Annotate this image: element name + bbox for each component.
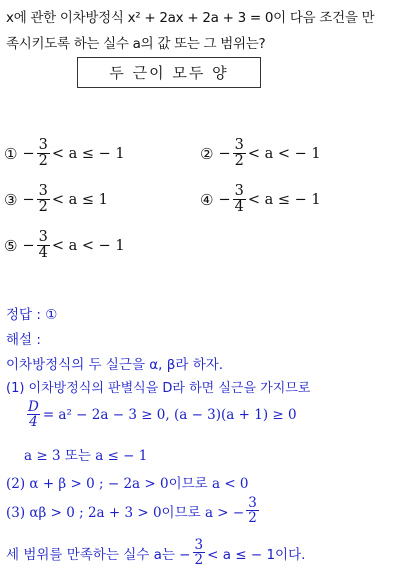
fraction-numerator: D bbox=[28, 399, 39, 415]
choice-inequality: < a < − 1 bbox=[51, 237, 125, 254]
conclusion-end: < a ≤ − 1이다. bbox=[207, 546, 306, 563]
choice-sign: − bbox=[22, 237, 35, 254]
fraction-numerator: 3 bbox=[38, 183, 48, 199]
answer-line: 정답 : ① bbox=[6, 307, 58, 323]
fraction-numerator: 3 bbox=[38, 137, 48, 153]
choice-number: ⑤ bbox=[4, 236, 18, 255]
step-3-fraction bbox=[246, 496, 259, 525]
fraction-numerator: 3 bbox=[194, 537, 204, 553]
fraction-numerator: 3 bbox=[234, 137, 244, 153]
step-1-equation bbox=[24, 400, 297, 429]
explanation-label: 해설 : bbox=[6, 332, 41, 348]
choice-sign: − bbox=[22, 145, 35, 162]
choice-number: ③ bbox=[4, 190, 18, 209]
fraction-denominator: 2 bbox=[38, 199, 48, 216]
choice-4[interactable] bbox=[200, 184, 321, 215]
choice-2[interactable] bbox=[200, 138, 321, 169]
fraction-denominator: 2 bbox=[38, 153, 48, 170]
choice-fraction bbox=[37, 138, 50, 169]
choice-5[interactable] bbox=[4, 230, 125, 261]
fraction-denominator: 4 bbox=[234, 199, 244, 216]
fraction-numerator: 3 bbox=[234, 183, 244, 199]
discriminant-fraction bbox=[26, 400, 41, 429]
step-3 bbox=[6, 496, 261, 525]
choice-sign: − bbox=[218, 191, 231, 208]
step-3-text: (3) αβ > 0 ; 2a + 3 > 0이므로 a > − bbox=[6, 504, 245, 521]
fraction-numerator: 3 bbox=[248, 495, 257, 511]
choice-inequality: < a < − 1 bbox=[247, 145, 321, 162]
choice-fraction bbox=[233, 184, 246, 215]
choice-sign: − bbox=[22, 191, 35, 208]
choice-fraction bbox=[233, 138, 246, 169]
choice-inequality: < a ≤ 1 bbox=[51, 191, 108, 208]
choice-sign: − bbox=[218, 145, 231, 162]
choice-1[interactable] bbox=[4, 138, 125, 169]
choice-number: ② bbox=[200, 144, 214, 163]
choice-inequality: < a ≤ − 1 bbox=[247, 191, 321, 208]
choice-number: ① bbox=[4, 144, 18, 163]
choice-3[interactable] bbox=[4, 184, 108, 215]
fraction-denominator: 2 bbox=[248, 510, 257, 527]
condition-text: 두 근이 모두 양 bbox=[109, 64, 229, 82]
solution-intro: 이차방정식의 두 실근을 α, β라 하자. bbox=[6, 357, 224, 373]
step-1-equation-rest: = a² − 2a − 3 ≥ 0, (a − 3)(a + 1) ≥ 0 bbox=[42, 406, 297, 423]
conclusion-text: 세 범위를 만족하는 실수 a는 − bbox=[6, 546, 191, 563]
fraction-denominator: 4 bbox=[29, 414, 38, 431]
fraction-denominator: 4 bbox=[38, 245, 48, 262]
step-1-title: (1) 이차방정식의 판별식을 D라 하면 실근을 가지므로 bbox=[6, 381, 311, 396]
question-line-1: x에 관한 이차방정식 x² + 2ax + 2a + 3 = 0이 다음 조건을 만 bbox=[6, 10, 375, 26]
conclusion-fraction bbox=[193, 538, 206, 567]
choice-inequality: < a ≤ − 1 bbox=[51, 145, 125, 162]
choice-fraction bbox=[37, 230, 50, 261]
fraction-denominator: 2 bbox=[194, 552, 204, 569]
question-line-2: 족시키도록 하는 실수 a의 값 또는 그 범위는? bbox=[6, 36, 266, 52]
fraction-denominator: 2 bbox=[234, 153, 244, 170]
choice-number: ④ bbox=[200, 190, 214, 209]
choice-fraction bbox=[37, 184, 50, 215]
conclusion bbox=[6, 538, 305, 567]
fraction-numerator: 3 bbox=[38, 229, 48, 245]
condition-box bbox=[77, 57, 261, 88]
step-2: (2) α + β > 0 ; − 2a > 0이므로 a < 0 bbox=[6, 476, 249, 492]
step-1-result: a ≥ 3 또는 a ≤ − 1 bbox=[24, 448, 148, 464]
